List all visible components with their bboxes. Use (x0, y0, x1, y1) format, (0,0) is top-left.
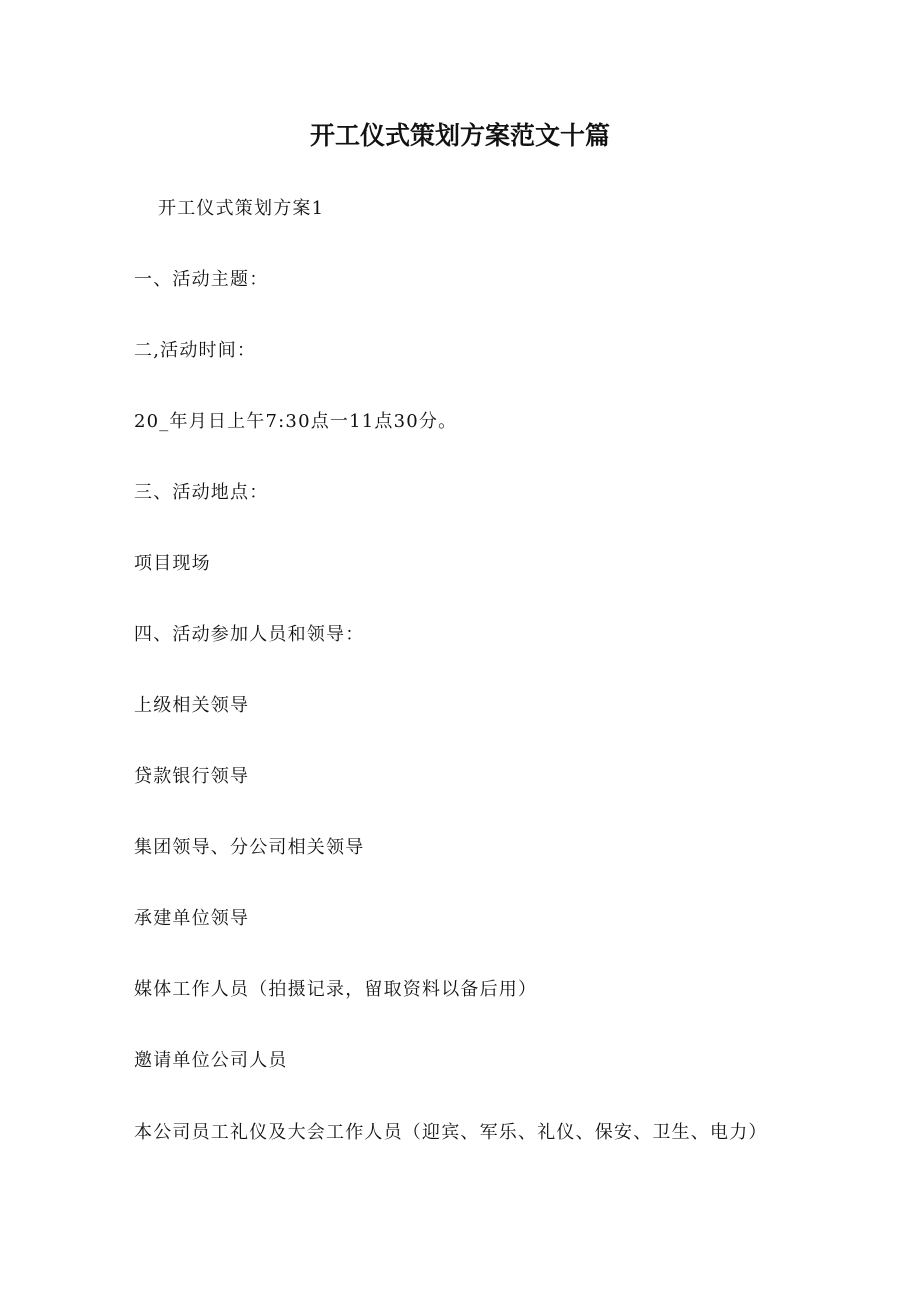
paragraph: 集团领导、分公司相关领导 (134, 837, 365, 858)
section-heading: 开工仪式策划方案1 (158, 198, 325, 219)
paragraph: 贷款银行领导 (134, 766, 250, 787)
paragraph: 上级相关领导 (134, 695, 250, 716)
paragraph: 媒体工作人员（拍摄记录，留取资料以备后用） (134, 979, 538, 1000)
paragraph: 邀请单位公司人员 (134, 1050, 288, 1071)
paragraph: 20_年月日上午7:30点一11点30分。 (134, 411, 458, 432)
paragraph: 承建单位领导 (134, 908, 250, 929)
paragraph: 四、活动参加人员和领导： (134, 624, 365, 645)
paragraph: 二,活动时间： (134, 340, 257, 361)
paragraph: 三、活动地点： (134, 482, 269, 503)
paragraph: 项目现场 (134, 553, 211, 574)
paragraph: 本公司员工礼仪及大会工作人员（迎宾、军乐、礼仪、保安、卫生、电力） (134, 1122, 768, 1143)
document-title: 开工仪式策划方案范文十篇 (309, 121, 610, 150)
paragraph: 一、活动主题： (134, 269, 269, 290)
